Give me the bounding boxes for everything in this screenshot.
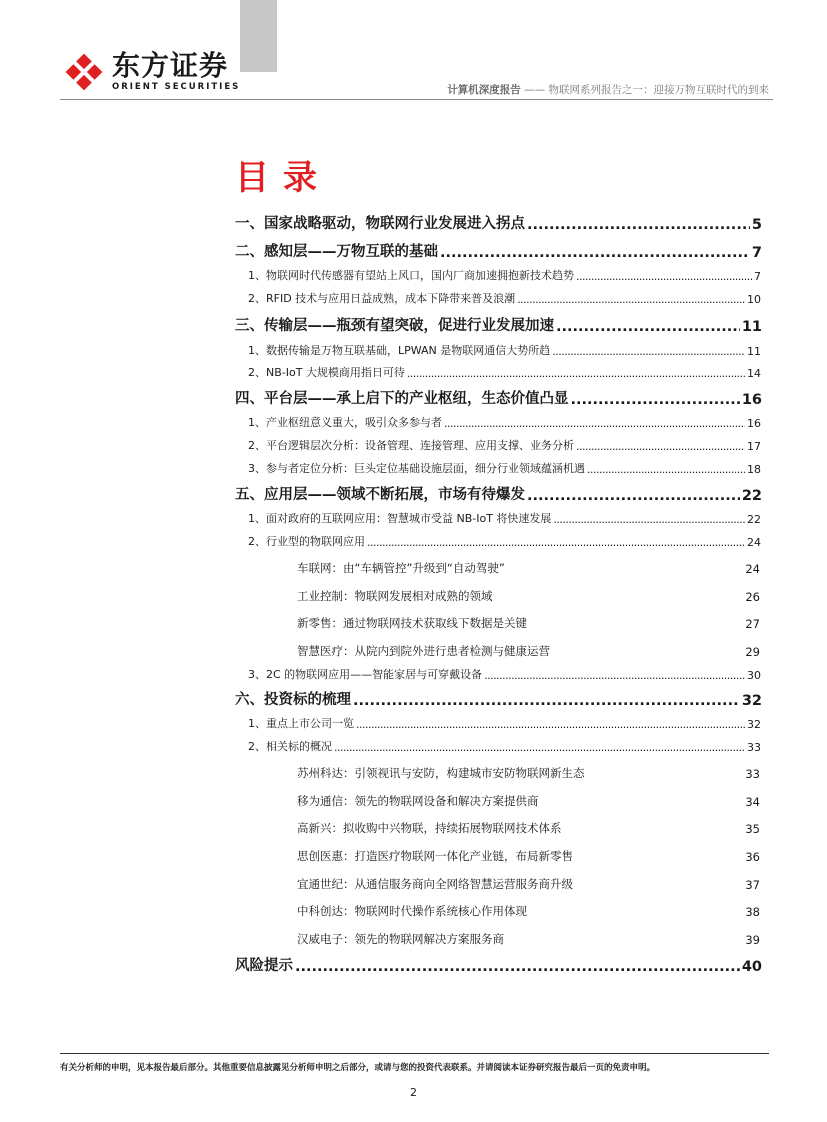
toc-entry[interactable]: [235, 957, 762, 975]
toc-entry-page: 40: [741, 959, 762, 975]
toc-entry-label: 二、感知层——万物互联的基础: [235, 244, 438, 260]
logo-diamond-icon: [62, 50, 106, 94]
toc-entry[interactable]: [297, 929, 760, 947]
toc-entry-label: 2、平台逻辑层次分析：设备管理、连接管理、应用支撑、业务分析: [248, 439, 574, 452]
toc-dot-leader: [576, 440, 745, 453]
toc-entry[interactable]: [248, 340, 761, 358]
header-gray-block: [240, 0, 277, 72]
toc-entry-page: 34: [745, 795, 760, 809]
toc-entry-page: 32: [747, 718, 761, 731]
toc-entry-label: 1、面对政府的互联网应用：智慧城市受益 NB-IoT 将快速发展: [248, 512, 552, 525]
toc-entry-label: 智慧医疗：从院内到院外进行患者检测与健康运营: [297, 644, 550, 658]
toc-entry-label: 1、数据传输是万物互联基础，LPWAN 是物联网通信大势所趋: [248, 344, 551, 357]
toc-entry-page: 10: [747, 293, 761, 306]
toc-entry[interactable]: [248, 508, 761, 526]
toc-dot-leader: [444, 417, 745, 430]
toc-entry-page: 32: [741, 693, 762, 709]
toc-entry-label: 五、应用层——领域不断拓展，市场有待爆发: [235, 487, 525, 503]
toc-entry-page: 37: [745, 878, 760, 892]
toc-dot-leader: [587, 463, 745, 476]
logo-english-name: ORIENT SECURITIES: [112, 82, 241, 93]
toc-dot-leader: [407, 367, 745, 380]
toc-entry[interactable]: [235, 243, 762, 261]
toc-entry[interactable]: [297, 613, 760, 631]
toc-entry[interactable]: [297, 818, 760, 836]
toc-entry-page: 29: [745, 645, 760, 659]
toc-entry-label: 3、参与者定位分析：巨头定位基础设施层面，细分行业领域蕴涵机遇: [248, 462, 585, 475]
toc-entry-label: 2、行业型的物联网应用: [248, 535, 365, 548]
toc-entry[interactable]: [248, 458, 761, 476]
report-type: 计算机深度报告: [447, 84, 521, 96]
toc-entry-page: 11: [741, 319, 762, 335]
toc-entry-label: 1、重点上市公司一览: [248, 717, 354, 730]
toc-dot-leader: [571, 392, 740, 408]
toc-dot-leader: [440, 245, 750, 261]
toc-dot-leader: [527, 217, 750, 233]
toc-entry-label: 车联网：由“车辆管控”升级到“自动驾驶”: [297, 561, 505, 575]
toc-entry-page: 33: [745, 767, 760, 781]
page-number: 2: [410, 1086, 417, 1099]
report-subtitle: 物联网系列报告之一：迎接万物互联时代的到来: [548, 84, 769, 96]
toc-entry-label: 1、物联网时代传感器有望站上风口，国内厂商加速拥抱新技术趋势: [248, 269, 574, 282]
toc-entry-page: 36: [745, 850, 760, 864]
toc-entry[interactable]: [297, 763, 760, 781]
toc-entry-label: 新零售：通过物联网技术获取线下数据是关键: [297, 616, 527, 630]
toc-entry-label: 宜通世纪：从通信服务商向全网络智慧运营服务商升级: [297, 877, 573, 891]
toc-entry-label: 2、相关标的概况: [248, 740, 332, 753]
toc-entry-page: 16: [747, 417, 761, 430]
toc-entry[interactable]: [297, 641, 760, 659]
toc-entry[interactable]: [297, 791, 760, 809]
toc-entry[interactable]: [235, 390, 762, 408]
toc-entry-page: 39: [745, 933, 760, 947]
toc-entry-label: 高新兴：拟收购中兴物联，持续拓展物联网技术体系: [297, 821, 562, 835]
toc-entry-label: 3、2C 的物联网应用——智能家居与可穿戴设备: [248, 668, 483, 681]
toc-entry[interactable]: [248, 412, 761, 430]
toc-dot-leader: [295, 959, 740, 975]
toc-entry-page: 18: [747, 463, 761, 476]
toc-entry[interactable]: [297, 874, 760, 892]
toc-entry-page: 14: [747, 367, 761, 380]
toc-entry-label: 三、传输层——瓶颈有望突破，促进行业发展加速: [235, 318, 554, 334]
toc-entry-label: 思创医惠：打造医疗物联网一体化产业链，布局新零售: [297, 849, 573, 863]
toc-entry-label: 四、平台层——承上启下的产业枢纽，生态价值凸显: [235, 391, 569, 407]
toc-entry-page: 22: [741, 488, 762, 504]
header-rule: [60, 99, 773, 100]
report-header: [447, 82, 769, 97]
toc-title: 目录: [235, 158, 331, 198]
toc-entry-page: 26: [745, 590, 760, 604]
toc-dot-leader: [334, 741, 745, 754]
toc-entry-page: 38: [745, 905, 760, 919]
toc-entry-page: 11: [747, 345, 761, 358]
toc-entry-page: 5: [751, 217, 762, 233]
toc-dot-leader: [553, 513, 745, 526]
toc-dot-leader: [367, 536, 745, 549]
toc-entry-label: 中科创达：物联网时代操作系统核心作用体现: [297, 904, 527, 918]
toc-entry[interactable]: [248, 265, 761, 283]
toc-dot-leader: [552, 345, 745, 358]
toc-entry-page: 27: [745, 617, 760, 631]
footer-rule: [60, 1053, 769, 1054]
toc-entry-label: 移为通信：领先的物联网设备和解决方案提供商: [297, 794, 539, 808]
toc-entry[interactable]: [297, 901, 760, 919]
toc-dot-leader: [356, 718, 745, 731]
toc-entry[interactable]: [235, 486, 762, 504]
toc-entry-label: 六、投资标的梳理: [235, 692, 351, 708]
toc-entry[interactable]: [235, 215, 762, 233]
toc-entry-label: 1、产业枢纽意义重大，吸引众多参与者: [248, 416, 442, 429]
toc-entry-label: 风险提示: [235, 958, 293, 974]
toc-entry[interactable]: [248, 531, 761, 549]
toc-dot-leader: [556, 319, 740, 335]
toc-entry-page: 22: [747, 513, 761, 526]
toc-entry[interactable]: [248, 435, 761, 453]
toc-entry-label: 2、RFID 技术与应用日益成熟，成本下降带来普及浪潮: [248, 292, 516, 305]
toc-entry-page: 24: [745, 562, 760, 576]
toc-dot-leader: [353, 693, 740, 709]
toc-dot-leader: [484, 669, 745, 682]
logo-chinese-name: 东方证券: [112, 49, 229, 83]
toc-entry-label: 一、国家战略驱动，物联网行业发展进入拐点: [235, 216, 525, 232]
toc-entry-page: 17: [747, 440, 761, 453]
toc-entry[interactable]: [297, 586, 760, 604]
toc-entry-label: 汉威电子：领先的物联网解决方案服务商: [297, 932, 504, 946]
toc-entry[interactable]: [235, 691, 762, 709]
toc-entry-page: 7: [754, 270, 761, 283]
toc-entry-page: 24: [747, 536, 761, 549]
toc-entry[interactable]: [248, 713, 761, 731]
toc-entry[interactable]: [248, 288, 761, 306]
toc-dot-leader: [527, 488, 740, 504]
toc-entry-page: 7: [751, 245, 762, 261]
toc-entry-page: 16: [741, 392, 762, 408]
company-logo: [62, 50, 240, 94]
header-separator: ——: [520, 84, 549, 96]
toc-entry[interactable]: [248, 664, 761, 682]
toc-entry[interactable]: [248, 362, 761, 380]
footer-disclaimer: 有关分析师的申明，见本报告最后部分。其他重要信息披露见分析师申明之后部分，或请与您的投资代表联系。并请阅读本证券研究报告最后一页的免责申明。: [60, 1063, 656, 1073]
toc-entry-page: 33: [747, 741, 761, 754]
toc-entry-label: 工业控制：物联网发展相对成熟的领域: [297, 589, 493, 603]
toc-entry[interactable]: [297, 846, 760, 864]
toc-entry[interactable]: [248, 736, 761, 754]
toc-entry-page: 35: [745, 822, 760, 836]
toc-entry[interactable]: [235, 317, 762, 335]
toc-dot-leader: [576, 270, 752, 283]
toc-dot-leader: [517, 293, 745, 306]
toc-entry[interactable]: [297, 558, 760, 576]
toc-entry-label: 2、NB-IoT 大规模商用指日可待: [248, 366, 405, 379]
toc-entry-page: 30: [747, 669, 761, 682]
toc-entry-label: 苏州科达：引领视讯与安防，构建城市安防物联网新生态: [297, 766, 585, 780]
